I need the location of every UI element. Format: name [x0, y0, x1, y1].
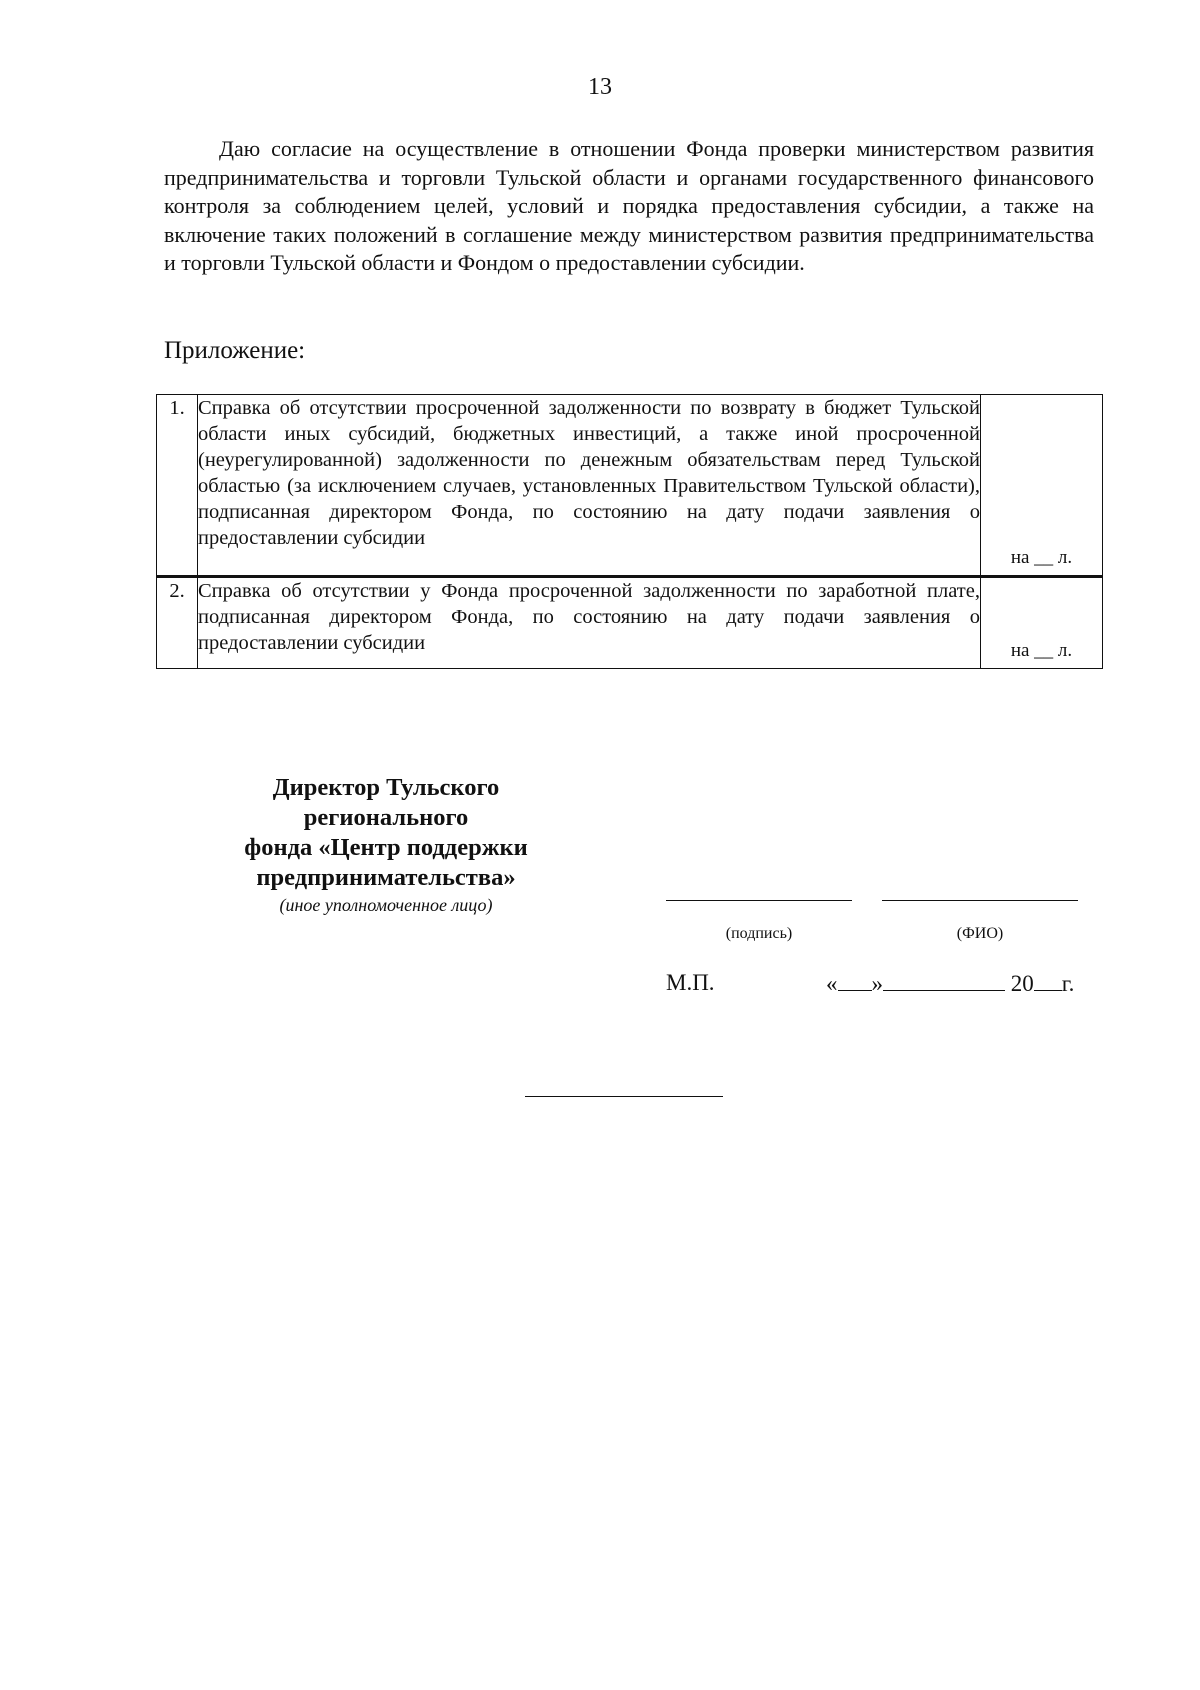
attachments-table: [156, 394, 1103, 669]
director-title-line: Директор Тульского: [272, 774, 500, 801]
day-blank: [838, 970, 872, 991]
signature-line: [666, 900, 852, 901]
attachment-pages: на __ л.: [981, 577, 1103, 669]
attachment-number: 1.: [157, 395, 198, 577]
director-title-line: фонда «Центр поддержки: [244, 834, 528, 861]
date-field: [826, 970, 1074, 997]
director-title: [200, 773, 572, 893]
year-prefix: 20: [1010, 971, 1034, 996]
director-title-line: регионального: [303, 804, 469, 831]
attachment-pages: на __ л.: [981, 395, 1103, 577]
full-name-caption: (ФИО): [956, 925, 1004, 942]
signature-caption: (подпись): [725, 925, 793, 942]
footer-separator-line: [525, 1096, 723, 1097]
full-name-line: [882, 900, 1078, 901]
page-number: 13: [588, 74, 612, 100]
attachment-description: Справка об отсутствии у Фонда просроченной задолженности по заработной плате, подписанная директором Фонда, по состоянию на дату подачи заявления о предоставлении субсидии: [198, 577, 981, 669]
table-row: [157, 395, 1103, 577]
year-suffix: г.: [1061, 971, 1075, 996]
month-blank: [883, 970, 1005, 991]
consent-paragraph: Даю согласие на осуществление в отношении Фонда проверки министерством развития предпринимательства и торговли Тульской области и органами государственного финансового контроля за соблюдением целей, условий и порядка предоставления субсидии, а также на включение таких положений в соглашение между министерством развития предпринимательства и торговли Тульской области и Фондом о предоставлении субсидии.: [164, 136, 1094, 275]
attachment-description: Справка об отсутствии просроченной задолженности по возврату в бюджет Тульской области иных субсидий, бюджетных инвестиций, а также иной просроченной (неурегулированной) задолженности по денежным обязательствам перед Тульской областью (за исключением случаев, установленных Правительством Тульской области), подписанная директором Фонда, по состоянию на дату подачи заявления о предоставлении субсидии: [198, 395, 981, 577]
authorized-person-note: (иное уполномоченное лицо): [279, 895, 493, 915]
stamp-label: М.П.: [666, 970, 715, 995]
table-row: [157, 577, 1103, 669]
attachment-number: 2.: [157, 577, 198, 669]
director-title-line: предпринимательства»: [256, 864, 516, 891]
year-blank: [1034, 970, 1062, 991]
appendix-heading: Приложение:: [164, 337, 306, 364]
date-open-quote: «: [826, 971, 838, 996]
date-close-quote: »: [871, 971, 883, 996]
